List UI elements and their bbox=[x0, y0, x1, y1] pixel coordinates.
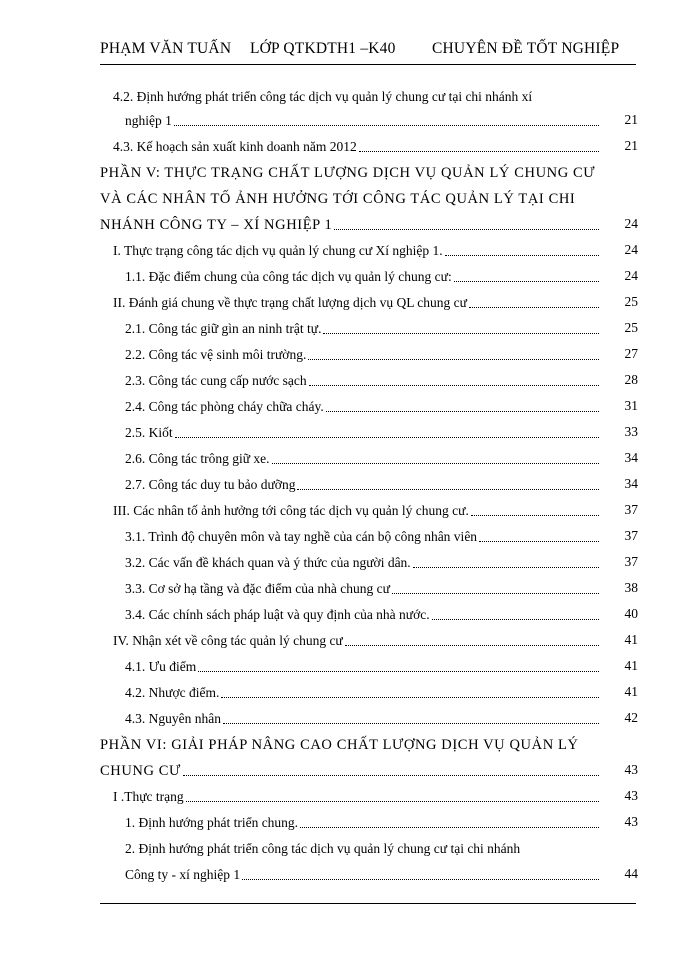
toc-page-number: 40 bbox=[624, 606, 638, 621]
toc-entry-text: III. Các nhân tố ảnh hưởng tới công tác dịch vụ quản lý chung cư. bbox=[113, 503, 469, 518]
toc-entry-text: I. Thực trạng công tác dịch vụ quản lý chung cư Xí nghiệp 1. bbox=[113, 243, 443, 258]
toc-entry[interactable] bbox=[113, 782, 602, 806]
toc-entry-text: PHẦN V: THỰC TRẠNG CHẤT LƯỢNG DỊCH VỤ QUẢN LÝ CHUNG CƯ bbox=[100, 165, 596, 181]
toc-page-number: 24 bbox=[624, 268, 638, 283]
toc-entry-text: 2.7. Công tác duy tu bảo dưỡng bbox=[125, 477, 296, 492]
toc-entry-text: PHẦN VI: GIẢI PHÁP NÂNG CAO CHẤT LƯỢNG DỊCH VỤ QUẢN LÝ bbox=[100, 737, 579, 753]
toc-leader-dots bbox=[445, 255, 599, 256]
toc-entry-text: nghiệp 1 bbox=[125, 113, 172, 128]
toc-entry[interactable] bbox=[113, 496, 602, 520]
toc-entry-text: 4.1. Ưu điểm bbox=[125, 659, 197, 674]
toc-entry[interactable] bbox=[100, 730, 612, 754]
toc-page-number: 37 bbox=[624, 554, 638, 569]
toc-entry[interactable] bbox=[125, 860, 602, 884]
toc-entry[interactable] bbox=[100, 184, 612, 208]
toc-page-number: 38 bbox=[624, 580, 638, 595]
toc-entry[interactable] bbox=[113, 132, 602, 156]
toc-page-number: 42 bbox=[624, 710, 638, 725]
header-class: LỚP QTKDTH1 –K40 bbox=[250, 40, 396, 57]
toc-entry-text: 4.3. Kế hoạch sản xuất kinh doanh năm 2012 bbox=[113, 139, 357, 154]
toc-leader-dots bbox=[392, 593, 599, 594]
toc-entry[interactable] bbox=[125, 522, 602, 546]
toc-leader-dots bbox=[242, 879, 599, 880]
toc-entry[interactable] bbox=[125, 548, 602, 572]
toc-entry-text: 1.1. Đặc điểm chung của công tác dịch vụ quản lý chung cư: bbox=[125, 269, 452, 284]
toc-leader-dots bbox=[359, 151, 599, 152]
toc-entry[interactable] bbox=[125, 808, 602, 832]
toc-entry-text: 4.2. Nhược điểm. bbox=[125, 685, 220, 700]
toc-entry-text: 3.2. Các vấn đề khách quan và ý thức của người dân. bbox=[125, 555, 411, 570]
toc-entry-text: CHUNG CƯ bbox=[100, 763, 181, 779]
toc-leader-dots bbox=[174, 125, 599, 126]
toc-leader-dots bbox=[479, 541, 599, 542]
header-topic: CHUYÊN ĐỀ TỐT NGHIỆP bbox=[432, 40, 620, 57]
toc-entry-text: 4.3. Nguyên nhân bbox=[125, 711, 221, 726]
toc-entry[interactable] bbox=[125, 392, 602, 416]
toc-entry[interactable] bbox=[125, 574, 602, 598]
toc-entry[interactable] bbox=[125, 444, 602, 468]
toc-entry-text: I .Thực trạng bbox=[113, 789, 184, 804]
toc-entry[interactable] bbox=[125, 340, 602, 364]
toc-leader-dots bbox=[334, 229, 599, 230]
toc-entry-text: 1. Định hướng phát triển chung. bbox=[125, 815, 299, 830]
toc-page-number: 41 bbox=[624, 632, 638, 647]
toc-entry[interactable] bbox=[125, 834, 612, 858]
toc-entry-text: II. Đánh giá chung về thực trạng chất lượng dịch vụ QL chung cư bbox=[113, 295, 467, 310]
toc-entry[interactable] bbox=[125, 262, 602, 286]
toc-entry[interactable] bbox=[125, 470, 602, 494]
toc-leader-dots bbox=[323, 333, 599, 334]
toc-entry-text: VÀ CÁC NHÂN TỐ ẢNH HƯỞNG TỚI CÔNG TÁC QUẢN LÝ TẠI CHI bbox=[100, 191, 576, 207]
toc-entry[interactable] bbox=[125, 366, 602, 390]
toc-leader-dots bbox=[272, 463, 599, 464]
toc-entry-text: 2.6. Công tác trông giữ xe. bbox=[125, 451, 270, 466]
toc-leader-dots bbox=[223, 723, 599, 724]
toc-page-number: 27 bbox=[624, 346, 638, 361]
toc-page-number: 34 bbox=[624, 450, 638, 465]
toc-entry[interactable] bbox=[113, 626, 602, 650]
toc-page-number: 24 bbox=[624, 242, 638, 257]
toc-leader-dots bbox=[413, 567, 599, 568]
toc-entry-text: 2.1. Công tác giữ gìn an ninh trật tự. bbox=[125, 321, 322, 336]
toc-page-number: 21 bbox=[624, 112, 638, 127]
toc-entry[interactable] bbox=[125, 652, 602, 676]
toc-leader-dots bbox=[326, 411, 599, 412]
toc-entry-text: 2.2. Công tác vệ sinh môi trường. bbox=[125, 347, 307, 362]
toc-leader-dots bbox=[345, 645, 599, 646]
toc-leader-dots bbox=[198, 671, 599, 672]
toc-leader-dots bbox=[309, 385, 599, 386]
toc-page-number: 43 bbox=[624, 762, 638, 777]
toc-entry[interactable] bbox=[113, 236, 602, 260]
toc-entry[interactable] bbox=[113, 288, 602, 312]
toc-entry[interactable] bbox=[100, 756, 602, 780]
toc-page-number: 43 bbox=[624, 788, 638, 803]
toc-page-number: 41 bbox=[624, 658, 638, 673]
toc-page-number: 34 bbox=[624, 476, 638, 491]
toc-entry-text: IV. Nhận xét về công tác quản lý chung cư bbox=[113, 633, 343, 648]
toc-entry[interactable] bbox=[113, 82, 612, 106]
toc-leader-dots bbox=[454, 281, 599, 282]
toc-entry[interactable] bbox=[125, 678, 602, 702]
toc-page-number: 33 bbox=[624, 424, 638, 439]
footer-rule bbox=[100, 903, 636, 904]
toc-entry[interactable] bbox=[125, 314, 602, 338]
toc-entry[interactable] bbox=[125, 600, 602, 624]
toc-leader-dots bbox=[471, 515, 599, 516]
toc-page-number: 28 bbox=[624, 372, 638, 387]
toc-entry-text: 2. Định hướng phát triển công tác dịch vụ quản lý chung cư tại chi nhánh bbox=[125, 841, 521, 856]
toc-page-number: 24 bbox=[624, 216, 638, 231]
toc-leader-dots bbox=[308, 359, 599, 360]
toc-entry-text: Công ty - xí nghiệp 1 bbox=[125, 867, 241, 882]
toc-entry-text: NHÁNH CÔNG TY – XÍ NGHIỆP 1 bbox=[100, 217, 333, 233]
toc-entry[interactable] bbox=[100, 210, 602, 234]
toc-entry-text: 3.1. Trình độ chuyên môn và tay nghề của cán bộ công nhân viên bbox=[125, 529, 478, 544]
toc-leader-dots bbox=[300, 827, 599, 828]
toc-page-number: 44 bbox=[624, 866, 638, 881]
toc-page-number: 31 bbox=[624, 398, 638, 413]
toc-leader-dots bbox=[175, 437, 599, 438]
toc-entry-text: 4.2. Định hướng phát triển công tác dịch vụ quản lý chung cư tại chi nhánh xí bbox=[113, 89, 533, 104]
toc-entry[interactable] bbox=[125, 704, 602, 728]
toc-entry[interactable] bbox=[125, 106, 602, 130]
toc-page-number: 25 bbox=[624, 294, 638, 309]
toc-leader-dots bbox=[183, 775, 599, 776]
toc-page-number: 37 bbox=[624, 528, 638, 543]
toc-leader-dots bbox=[186, 801, 599, 802]
toc-entry-text: 3.3. Cơ sở hạ tầng và đặc điểm của nhà chung cư bbox=[125, 581, 390, 596]
toc-leader-dots bbox=[469, 307, 599, 308]
toc-page-number: 37 bbox=[624, 502, 638, 517]
toc-entry-text: 2.3. Công tác cung cấp nước sạch bbox=[125, 373, 307, 388]
toc-entry[interactable] bbox=[100, 158, 612, 182]
toc-page-number: 43 bbox=[624, 814, 638, 829]
toc-page-number: 21 bbox=[624, 138, 638, 153]
toc-entry-text: 2.4. Công tác phòng cháy chữa cháy. bbox=[125, 399, 324, 414]
header-author: PHẠM VĂN TUẤN bbox=[100, 40, 232, 57]
toc-leader-dots bbox=[297, 489, 599, 490]
toc-entry[interactable] bbox=[125, 418, 602, 442]
toc-page-number: 41 bbox=[624, 684, 638, 699]
toc-entry-text: 3.4. Các chính sách pháp luật và quy định của nhà nước. bbox=[125, 607, 430, 622]
toc-page-number: 25 bbox=[624, 320, 638, 335]
toc-leader-dots bbox=[432, 619, 599, 620]
toc-leader-dots bbox=[221, 697, 599, 698]
toc-entry-text: 2.5. Kiốt bbox=[125, 425, 173, 440]
